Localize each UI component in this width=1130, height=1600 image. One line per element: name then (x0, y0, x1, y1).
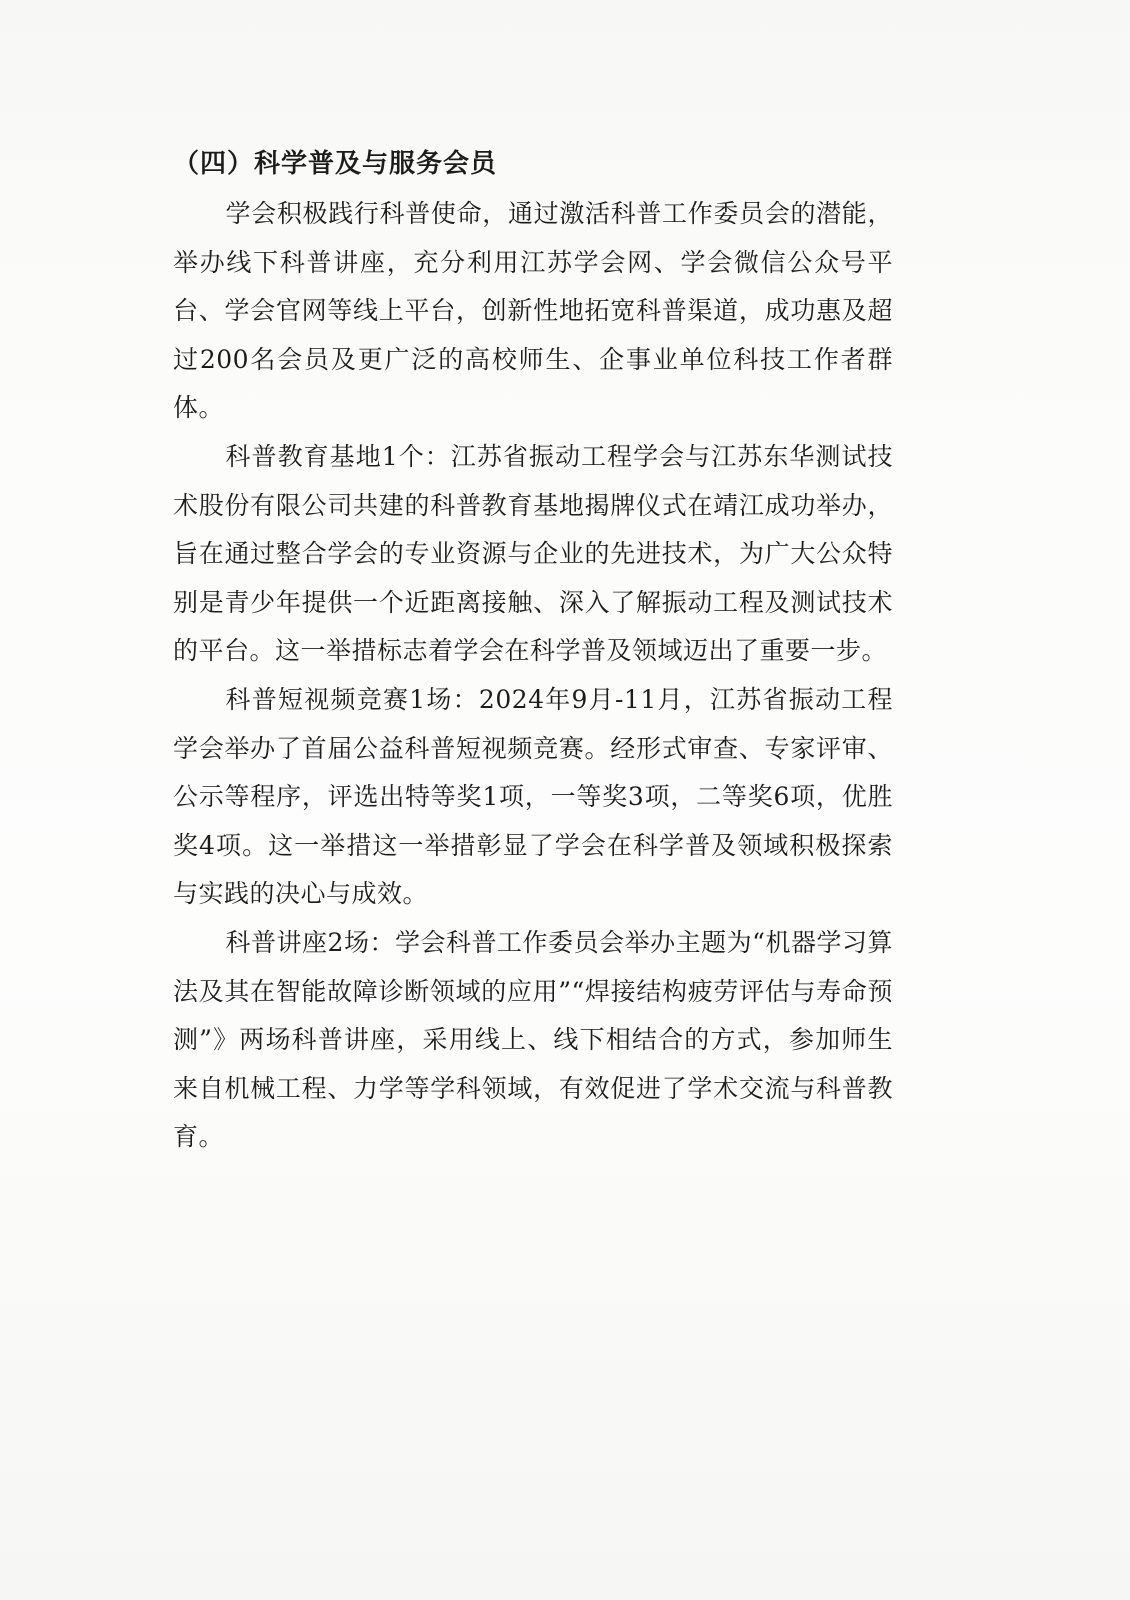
section-heading: （四）科学普及与服务会员 (173, 149, 498, 179)
document-body (173, 138, 893, 1162)
paragraph-video-competition: 科普短视频竞赛1场：2024年9月-11月，江苏省振动工程学会举办了首届公益科普短视频竞赛。经形式审查、专家评审、公示等程序，评选出特等奖1项，一等奖3项，二等奖6项，优胜奖4项。这一举措这一举措彰显了学会在科学普及领域积极探索与实践的决心与成效。 (173, 684, 893, 909)
paragraph-education-base: 科普教育基地1个：江苏省振动工程学会与江苏东华测试技术股份有限公司共建的科普教育基地揭牌仪式在靖江成功举办，旨在通过整合学会的专业资源与企业的先进技术，为广大公众特别是青少年提供一个近距离接触、深入了解振动工程及测试技术的平台。这一举措标志着学会在科学普及领域迈出了重要一步。 (173, 441, 893, 666)
paragraph-lectures: 科普讲座2场：学会科普工作委员会举办主题为“机器学习算法及其在智能故障诊断领域的应用”“焊接结构疲劳评估与寿命预测”》两场科普讲座，采用线上、线下相结合的方式，参加师生来自机械工程、力学等学科领域，有效促进了学术交流与科普教育。 (173, 927, 893, 1152)
paragraph-intro: 学会积极践行科普使命，通过激活科普工作委员会的潜能，举办线下科普讲座，充分利用江苏学会网、学会微信公众号平台、学会官网等线上平台，创新性地拓宽科普渠道，成功惠及超过200名会员及更广泛的高校师生、企事业单位科技工作者群体。 (173, 199, 893, 423)
